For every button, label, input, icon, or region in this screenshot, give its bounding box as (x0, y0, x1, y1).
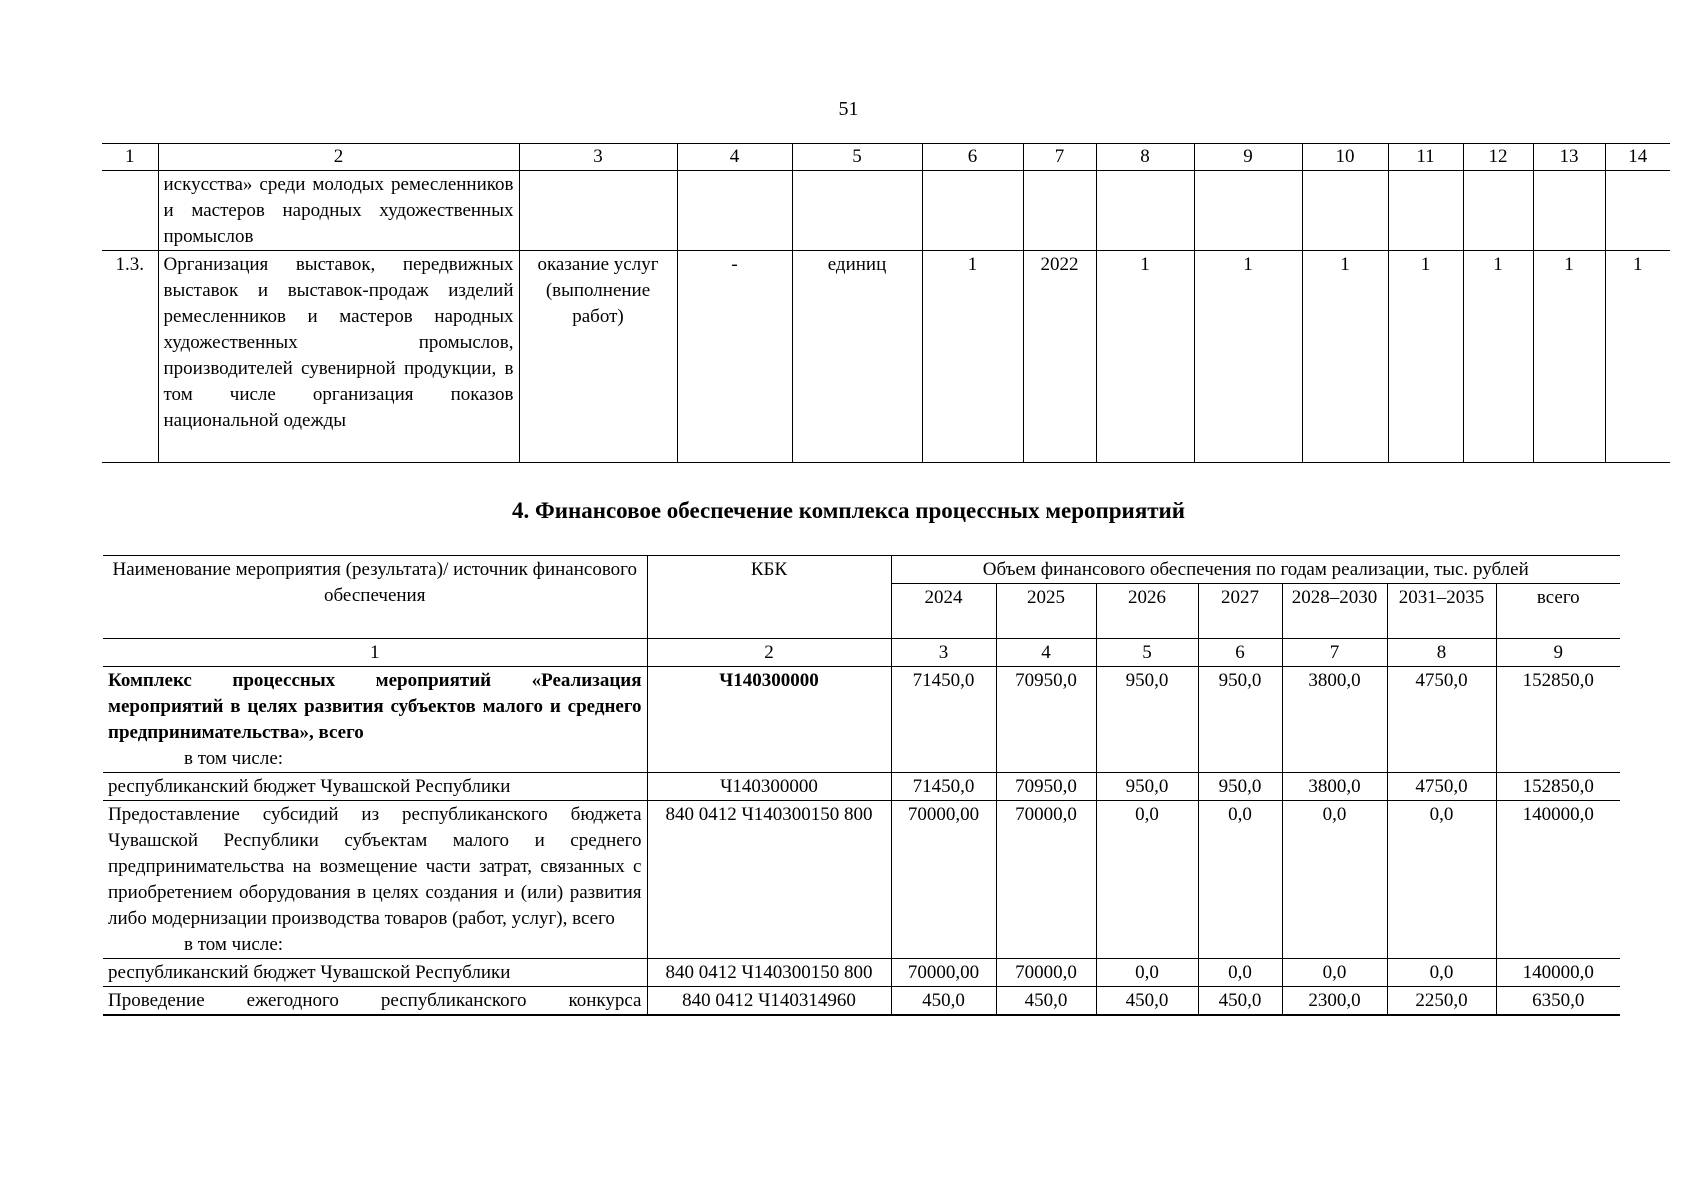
table-row (102, 171, 1670, 251)
table-row (103, 773, 1620, 801)
cell-value: 6350,0 (1496, 987, 1620, 1016)
cell-value: 0,0 (1282, 959, 1387, 987)
event-name: Предоставление субсидий из республиканского бюджета Чувашской Республики субъектам малого и среднего предпринимательства на возмещение части затрат, связанных с приобретением оборудования в целях создания и (или) развития либо модернизации производства товаров (работ, услуг), всего (108, 804, 642, 929)
cell-value: 450,0 (1198, 987, 1282, 1016)
cell-value: 2022 (1023, 251, 1096, 463)
cell-value: 1 (1463, 251, 1533, 463)
col-number: 10 (1302, 144, 1388, 171)
header-year: 2028–2030 (1282, 584, 1387, 639)
cell-value: 2300,0 (1282, 987, 1387, 1016)
kbk-code: 840 0412 Ч140314960 (647, 987, 891, 1016)
header-year: всего (1496, 584, 1620, 639)
row-number: 1.3. (102, 251, 158, 463)
cell-value: 70000,0 (996, 801, 1096, 959)
cell-value: 140000,0 (1496, 959, 1620, 987)
col-number: 13 (1533, 144, 1605, 171)
header-year: 2027 (1198, 584, 1282, 639)
kbk-code: Ч140300000 (647, 773, 891, 801)
col-number: 5 (1096, 639, 1198, 667)
subtotal-label: в том числе: (184, 934, 284, 955)
header-name: Наименование мероприятия (результата)/ источник финансового обеспечения (103, 556, 647, 639)
table-header-row (102, 144, 1670, 171)
col-number: 5 (792, 144, 922, 171)
col-number: 8 (1096, 144, 1194, 171)
kbk-code: 840 0412 Ч140300150 800 (647, 959, 891, 987)
cell-value: 70000,00 (891, 801, 996, 959)
section-title: 4. Финансовое обеспечение комплекса процессных мероприятий (511, 498, 1186, 523)
kbk-code: 840 0412 Ч140300150 800 (647, 801, 891, 959)
header-year: 2026 (1096, 584, 1198, 639)
cell-value: 4750,0 (1387, 773, 1496, 801)
cell-value: 1 (1302, 251, 1388, 463)
col-number: 6 (1198, 639, 1282, 667)
col-number: 4 (677, 144, 792, 171)
cell-value: 3800,0 (1282, 667, 1387, 773)
cell-value: 152850,0 (1496, 773, 1620, 801)
cell-value: - (677, 251, 792, 463)
cell-value: 70000,0 (996, 959, 1096, 987)
kbk-code: Ч140300000 (647, 667, 891, 773)
table-row (103, 667, 1620, 773)
cell-value: 4750,0 (1387, 667, 1496, 773)
table-row (102, 251, 1670, 463)
cell-value: 70950,0 (996, 773, 1096, 801)
column-number-row (103, 639, 1620, 667)
col-number: 14 (1605, 144, 1670, 171)
cell-value: 1 (922, 251, 1023, 463)
source-name: республиканский бюджет Чувашской Республики (103, 773, 647, 801)
col-number: 9 (1194, 144, 1302, 171)
cell-value: 1 (1096, 251, 1194, 463)
col-number: 7 (1023, 144, 1096, 171)
table-row (103, 987, 1620, 1016)
cell-value: 0,0 (1096, 801, 1198, 959)
cell-value: 950,0 (1198, 773, 1282, 801)
cell-value: 71450,0 (891, 667, 996, 773)
col-number: 3 (891, 639, 996, 667)
col-number: 12 (1463, 144, 1533, 171)
cell-value: 0,0 (1387, 801, 1496, 959)
cell-value: 152850,0 (1496, 667, 1620, 773)
col-number: 3 (519, 144, 677, 171)
cell-value: 0,0 (1096, 959, 1198, 987)
table-header-row (103, 556, 1620, 584)
cell-value: 70950,0 (996, 667, 1096, 773)
unit: единиц (792, 251, 922, 463)
header-year: 2025 (996, 584, 1096, 639)
event-type: оказание услуг (выполнение работ) (519, 251, 677, 463)
event-name: Проведение ежегодного республиканского конкурса (103, 987, 647, 1016)
table-row (103, 801, 1620, 959)
cell-value: 450,0 (891, 987, 996, 1016)
page-number: 51 (838, 98, 859, 120)
cell-value: 950,0 (1096, 667, 1198, 773)
cell-value: 0,0 (1387, 959, 1496, 987)
col-number: 4 (996, 639, 1096, 667)
indicators-table (102, 143, 1670, 463)
header-volume: Объем финансового обеспечения по годам реализации, тыс. рублей (891, 556, 1620, 584)
cell-value: 1 (1605, 251, 1670, 463)
header-year: 2031–2035 (1387, 584, 1496, 639)
cell-value: 140000,0 (1496, 801, 1620, 959)
header-year: 2024 (891, 584, 996, 639)
col-number: 11 (1388, 144, 1463, 171)
cell-value: 0,0 (1198, 801, 1282, 959)
cell-value: 450,0 (1096, 987, 1198, 1016)
event-name: искусства» среди молодых ремесленников и мастеров народных художественных промыслов (158, 171, 519, 251)
col-number: 6 (922, 144, 1023, 171)
col-number: 9 (1496, 639, 1620, 667)
event-name: Организация выставок, передвижных выставок и выставок-продаж изделий ремесленников и мастеров народных художественных промыслов, производителей сувенирной продукции, в том числе организация показов национальной одежды (158, 251, 519, 463)
cell-value: 1 (1194, 251, 1302, 463)
table-row (103, 959, 1620, 987)
col-number: 2 (158, 144, 519, 171)
col-number: 1 (103, 639, 647, 667)
financing-table (103, 555, 1620, 1016)
event-name: Комплекс процессных мероприятий «Реализация мероприятий в целях развития субъектов малого и среднего предпринимательства», всего (108, 670, 642, 743)
col-number: 2 (647, 639, 891, 667)
cell-value: 950,0 (1198, 667, 1282, 773)
col-number: 7 (1282, 639, 1387, 667)
cell-value: 1 (1388, 251, 1463, 463)
source-name: республиканский бюджет Чувашской Республики (103, 959, 647, 987)
cell-value: 0,0 (1198, 959, 1282, 987)
cell-value: 0,0 (1282, 801, 1387, 959)
cell-value: 450,0 (996, 987, 1096, 1016)
col-number: 1 (102, 144, 158, 171)
cell-value: 950,0 (1096, 773, 1198, 801)
cell-value: 3800,0 (1282, 773, 1387, 801)
cell-value: 2250,0 (1387, 987, 1496, 1016)
col-number: 8 (1387, 639, 1496, 667)
cell-value: 71450,0 (891, 773, 996, 801)
header-kbk: КБК (647, 556, 891, 639)
cell-value: 70000,00 (891, 959, 996, 987)
subtotal-label: в том числе: (184, 748, 284, 769)
cell-value: 1 (1533, 251, 1605, 463)
